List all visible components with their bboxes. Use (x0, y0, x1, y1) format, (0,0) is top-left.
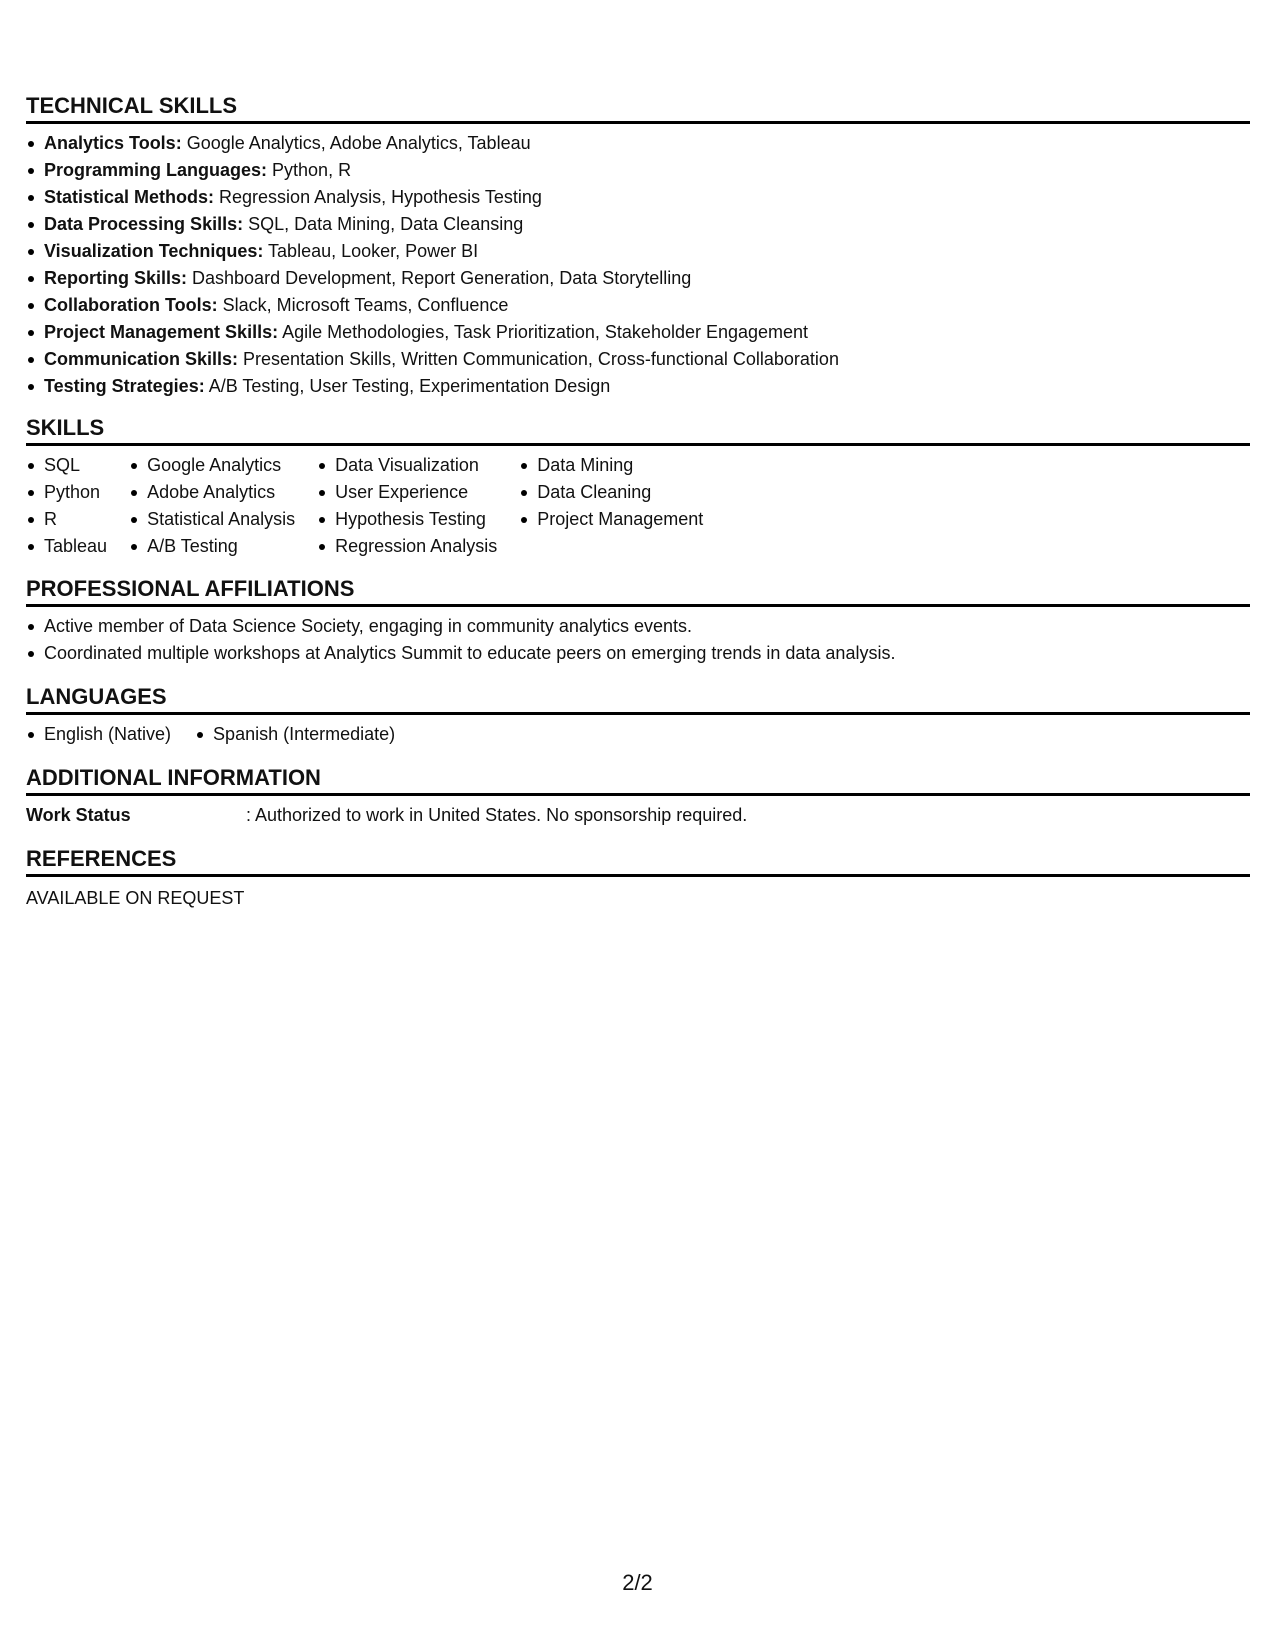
list-item: Active member of Data Science Society, engaging in community analytics events. (26, 613, 1250, 640)
skills-column (26, 452, 107, 560)
page-number: 2/2 (622, 1570, 653, 1595)
skill-category-label: Programming Languages: (44, 160, 268, 180)
list-item: Tableau (26, 533, 107, 560)
skills-list (129, 452, 295, 560)
languages-list (26, 721, 171, 748)
list-item (26, 184, 1250, 211)
skills-column (129, 452, 295, 560)
skill-category-text: A/B Testing, User Testing, Experimentation Design (204, 376, 611, 396)
skills-list (317, 452, 497, 560)
skill-category-text: Python, R (267, 160, 352, 180)
references-text: AVAILABLE ON REQUEST (26, 888, 245, 908)
skill-category-text: Agile Methodologies, Task Prioritization, Stakeholder Engagement (278, 322, 809, 342)
list-item: Data Mining (519, 452, 703, 479)
skill-category-label: Visualization Techniques: (44, 241, 264, 261)
list-item (26, 238, 1250, 265)
additional-info-heading: ADDITIONAL INFORMATION (26, 764, 1250, 796)
skills-columns (26, 452, 1250, 560)
list-item: English (Native) (26, 721, 171, 748)
list-item: Google Analytics (129, 452, 295, 479)
skill-category-text: Regression Analysis, Hypothesis Testing (214, 187, 542, 207)
skills-heading: SKILLS (26, 414, 1250, 446)
list-item: Hypothesis Testing (317, 506, 497, 533)
references-heading: REFERENCES (26, 845, 1250, 877)
list-item: Project Management (519, 506, 703, 533)
technical-skills-list (26, 130, 1250, 400)
skill-category-label: Reporting Skills: (44, 268, 188, 288)
skill-category-text: Google Analytics, Adobe Analytics, Tableau (181, 133, 531, 153)
work-status-row (26, 802, 1250, 829)
resume-page (26, 92, 1250, 912)
skill-category-label: Testing Strategies: (44, 376, 205, 396)
list-item (26, 211, 1250, 238)
languages-heading: LANGUAGES (26, 683, 1250, 715)
skills-section (26, 414, 1250, 560)
list-item (26, 157, 1250, 184)
list-item: Spanish (Intermediate) (195, 721, 395, 748)
list-item (26, 265, 1250, 292)
list-item: Data Visualization (317, 452, 497, 479)
skill-category-label: Statistical Methods: (44, 187, 215, 207)
additional-info-section (26, 764, 1250, 829)
list-item (26, 373, 1250, 400)
list-item: User Experience (317, 479, 497, 506)
list-item: Data Cleaning (519, 479, 703, 506)
list-item: Statistical Analysis (129, 506, 295, 533)
skill-category-text: Presentation Skills, Written Communication, Cross-functional Collaboration (238, 349, 839, 369)
skills-column (317, 452, 497, 560)
list-item (26, 292, 1250, 319)
languages-row (26, 721, 1250, 748)
list-item: R (26, 506, 107, 533)
skill-category-text: Tableau, Looker, Power BI (263, 241, 479, 261)
list-item: A/B Testing (129, 533, 295, 560)
list-item: Coordinated multiple workshops at Analytics Summit to educate peers on emerging trends in data analysis. (26, 640, 1250, 667)
list-item: Python (26, 479, 107, 506)
technical-skills-heading: TECHNICAL SKILLS (26, 92, 1250, 124)
technical-skills-section (26, 92, 1250, 400)
references-section (26, 845, 1250, 912)
languages-section (26, 683, 1250, 748)
work-status-value: : Authorized to work in United States. No sponsorship required. (246, 805, 748, 825)
work-status-label: Work Status (26, 805, 131, 825)
skill-category-label: Data Processing Skills: (44, 214, 244, 234)
skill-category-text: Dashboard Development, Report Generation, Data Storytelling (187, 268, 692, 288)
languages-list (195, 721, 395, 748)
skills-list (519, 452, 703, 533)
affiliations-list (26, 613, 1250, 667)
skill-category-text: SQL, Data Mining, Data Cleansing (243, 214, 524, 234)
skill-category-label: Analytics Tools: (44, 133, 182, 153)
skill-category-label: Project Management Skills: (44, 322, 279, 342)
skill-category-label: Communication Skills: (44, 349, 239, 369)
skills-list (26, 452, 107, 560)
affiliations-section (26, 575, 1250, 667)
skill-category-label: Collaboration Tools: (44, 295, 218, 315)
list-item: SQL (26, 452, 107, 479)
skills-column (519, 452, 703, 560)
list-item: Adobe Analytics (129, 479, 295, 506)
skill-category-text: Slack, Microsoft Teams, Confluence (217, 295, 509, 315)
list-item (26, 346, 1250, 373)
list-item: Regression Analysis (317, 533, 497, 560)
list-item (26, 130, 1250, 157)
list-item (26, 319, 1250, 346)
affiliations-heading: PROFESSIONAL AFFILIATIONS (26, 575, 1250, 607)
